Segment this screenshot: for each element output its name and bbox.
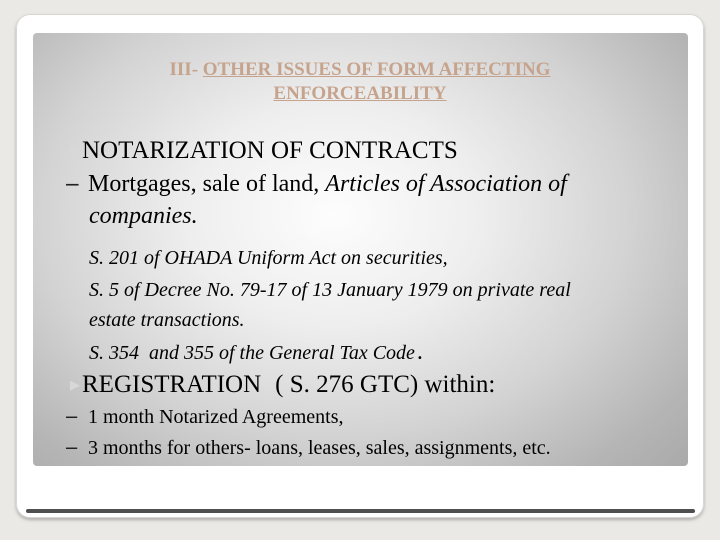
registration-subitem-1 bbox=[64, 406, 344, 429]
subitem-text-italic: Articles of Association of bbox=[325, 171, 567, 197]
reference-text: estate transactions. bbox=[89, 309, 245, 331]
frame-bottom-border bbox=[26, 509, 695, 513]
registration-subitem-2 bbox=[64, 437, 551, 460]
arrow-bullet-icon: ▶ bbox=[70, 143, 80, 158]
reference-line-3 bbox=[89, 309, 245, 332]
subitem-text-italic-cont: companies. bbox=[89, 203, 198, 229]
reference-line-1 bbox=[89, 247, 448, 270]
reference-end-mark: . bbox=[416, 339, 423, 365]
title-line1: OTHER ISSUES OF FORM AFFECTING bbox=[202, 59, 551, 80]
reference-text: S. 201 of OHADA Uniform Act on securities, bbox=[89, 247, 448, 269]
notarization-subitem-cont bbox=[89, 203, 198, 230]
arrow-bullet-icon: ▶ bbox=[70, 377, 80, 392]
registration-heading: REGISTRATION bbox=[82, 371, 262, 398]
registration-heading-row bbox=[70, 371, 495, 399]
slide-title bbox=[100, 58, 620, 106]
reference-line-2 bbox=[89, 279, 571, 302]
subitem-text-regular: Mortgages, sale of land, bbox=[88, 171, 326, 197]
title-prefix: III- bbox=[169, 59, 203, 80]
dash-bullet: − bbox=[64, 172, 81, 196]
registration-subitem-text: 1 month Notarized Agreements, bbox=[88, 406, 344, 428]
dash-bullet: − bbox=[64, 438, 80, 459]
reference-line-4 bbox=[89, 339, 423, 366]
registration-heading-rest: ( S. 276 GTC) within: bbox=[275, 371, 496, 398]
title-line2: ENFORCEABILITY bbox=[273, 83, 447, 104]
notarization-heading-row bbox=[70, 137, 458, 165]
reference-text: S. 5 of Decree No. 79-17 of 13 January 1979 on private real bbox=[89, 279, 571, 301]
notarization-heading: NOTARIZATION OF CONTRACTS bbox=[82, 137, 458, 164]
reference-text: S. 354 and 355 of the General Tax Code bbox=[89, 342, 415, 364]
dash-bullet: − bbox=[64, 407, 80, 428]
notarization-subitem-row bbox=[64, 171, 567, 198]
registration-subitem-text: 3 months for others- loans, leases, sales, assignments, etc. bbox=[88, 437, 551, 459]
